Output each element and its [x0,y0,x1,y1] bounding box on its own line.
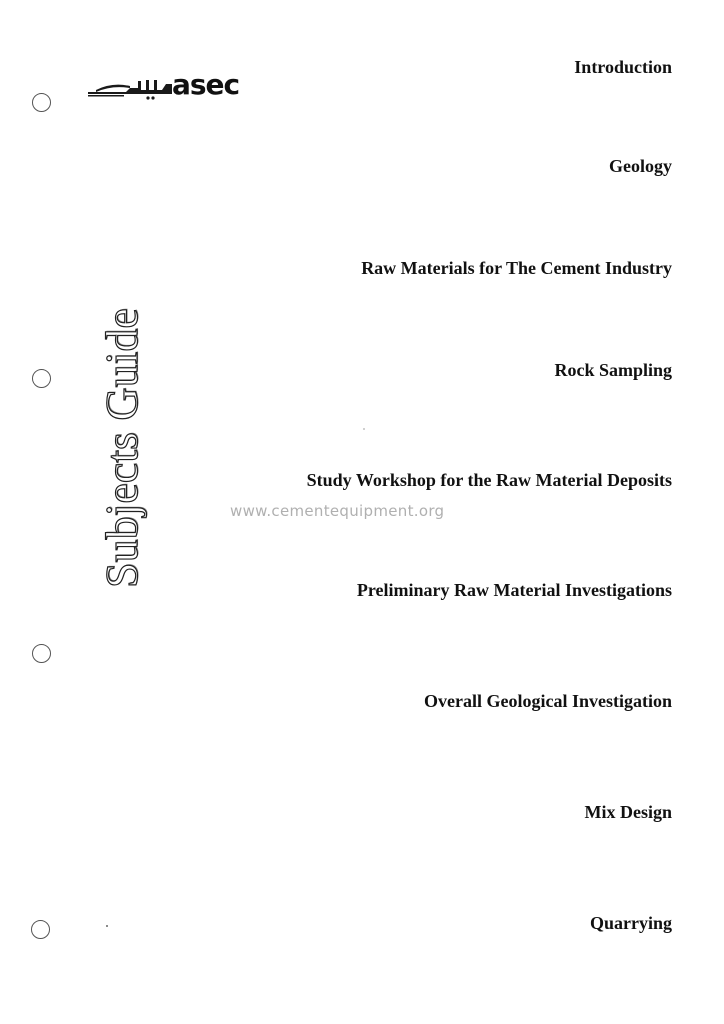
subject-item: Raw Materials for The Cement Industry [361,258,672,278]
asec-logo [86,68,242,102]
side-title: Subjects Guide [96,308,147,588]
subject-item: Geology [609,156,672,176]
arabic-logo-calligraphy-icon [86,68,176,102]
binder-hole-1 [32,93,51,112]
subject-item: Overall Geological Investigation [424,691,672,711]
logo-latin-text: asec [172,68,240,101]
scan-speck [363,428,365,430]
subject-item: Mix Design [584,802,672,822]
subject-item: Introduction [574,57,672,77]
watermark-url: www.cementequipment.org [230,502,445,520]
scan-speck [106,925,108,927]
subject-item: Quarrying [589,913,672,933]
subject-item: Rock Sampling [554,360,672,380]
binder-hole-2 [32,369,51,388]
binder-hole-4 [31,920,50,939]
subject-item: Study Workshop for the Raw Material Deposits [306,470,672,490]
subject-item: Preliminary Raw Material Investigations [356,580,672,600]
binder-hole-3 [32,644,51,663]
